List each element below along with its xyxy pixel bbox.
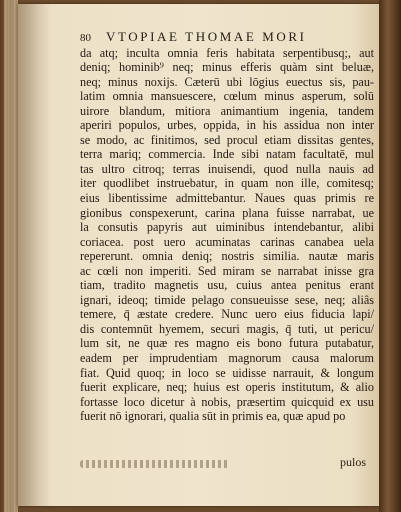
text-line: terra mariq; commercia. Inde sibi natam facultatē, mul xyxy=(80,147,374,162)
gutter-shadow xyxy=(18,4,52,506)
text-line: se modo, ac finitimos, sed procul etiam dissitas gentes, xyxy=(80,132,374,147)
page-header xyxy=(80,30,374,46)
text-line: lum sit, ne quæ res magno eis bono futura putabatur, xyxy=(80,336,374,351)
text-line: fuerit nō ignorari, qualia sūt in primis ea, quæ apud po xyxy=(80,409,346,424)
text-line: tiam, tradito magnetis usu, cuius antea penitus erant xyxy=(80,278,374,293)
text-line: ac cœli non imperiti. Sed miram se narrabat inisse gra xyxy=(80,263,374,278)
page-text-block xyxy=(80,30,374,424)
text-line: iter quodlibet instruebatur, in quam non ille, comitesq; xyxy=(80,176,374,191)
text-line: fuerit explicare, neq; huius est operis institutum, & alio xyxy=(80,380,374,395)
text-line: coriacea. post uero acuminatas carinas canabea uela xyxy=(80,234,374,249)
folio-number: 80 xyxy=(80,32,91,44)
catchword: pulos xyxy=(339,455,366,469)
text-line: latim omnia mansuescere, cœlum minus asperum, solū xyxy=(80,89,374,104)
text-line: dis contemnūt hyemem, securi magis, q̄ tuti, ut pericu/ xyxy=(80,321,374,336)
text-line: fortasse loco dicetur à nobis, præsertim quicquid ex usu xyxy=(80,394,374,409)
book-binding-edge xyxy=(379,0,401,512)
text-line: ignari, ideoq; timide pelago consueuisse sese, neq; aliâs xyxy=(80,292,374,307)
text-line: eius libentissime admittebantur. Naues quas primis re xyxy=(80,191,374,206)
ink-smudge xyxy=(80,460,230,468)
text-line: temere, q̄ æstate credere. Nunc uero eius fiducia lapi/ xyxy=(80,307,374,322)
text-line: gionibus conspexerunt, carina plana fuisse narrabat, ue xyxy=(80,205,374,220)
text-line: tas ultro citroq; terras inuisendi, quod nulla nauis ad xyxy=(80,161,374,176)
text-line: neq; minus noxijs. Cæterū ubi lōgius euectus sis, pau- xyxy=(80,74,374,89)
text-line: uirore blandum, mitiora animantium ingenia, tandem xyxy=(80,103,374,118)
text-line: eadem per imprudentiam magnorum causa malorum xyxy=(80,351,374,366)
text-line: aperiri populos, urbes, oppida, in his assidua non inter xyxy=(80,118,374,133)
text-line: la consutis papyris aut uiminibus intendebantur, alibi xyxy=(80,220,374,235)
text-line: repererunt. omnia deniq; nostris similia. nautæ maris xyxy=(80,249,374,264)
running-title: VTOPIAE THOMAE MORI xyxy=(106,30,307,44)
page-stack-edge xyxy=(4,0,18,512)
text-line: fiat. Quid quoq; in loco se uidisse narrauit, & longum xyxy=(80,365,374,380)
text-line: da atq; inculta omnia feris habitata serpentibusq;, aut xyxy=(80,45,374,60)
text-line: deniq; hominib⁹ neq; minus efferis quàm sint beluæ, xyxy=(80,60,374,75)
